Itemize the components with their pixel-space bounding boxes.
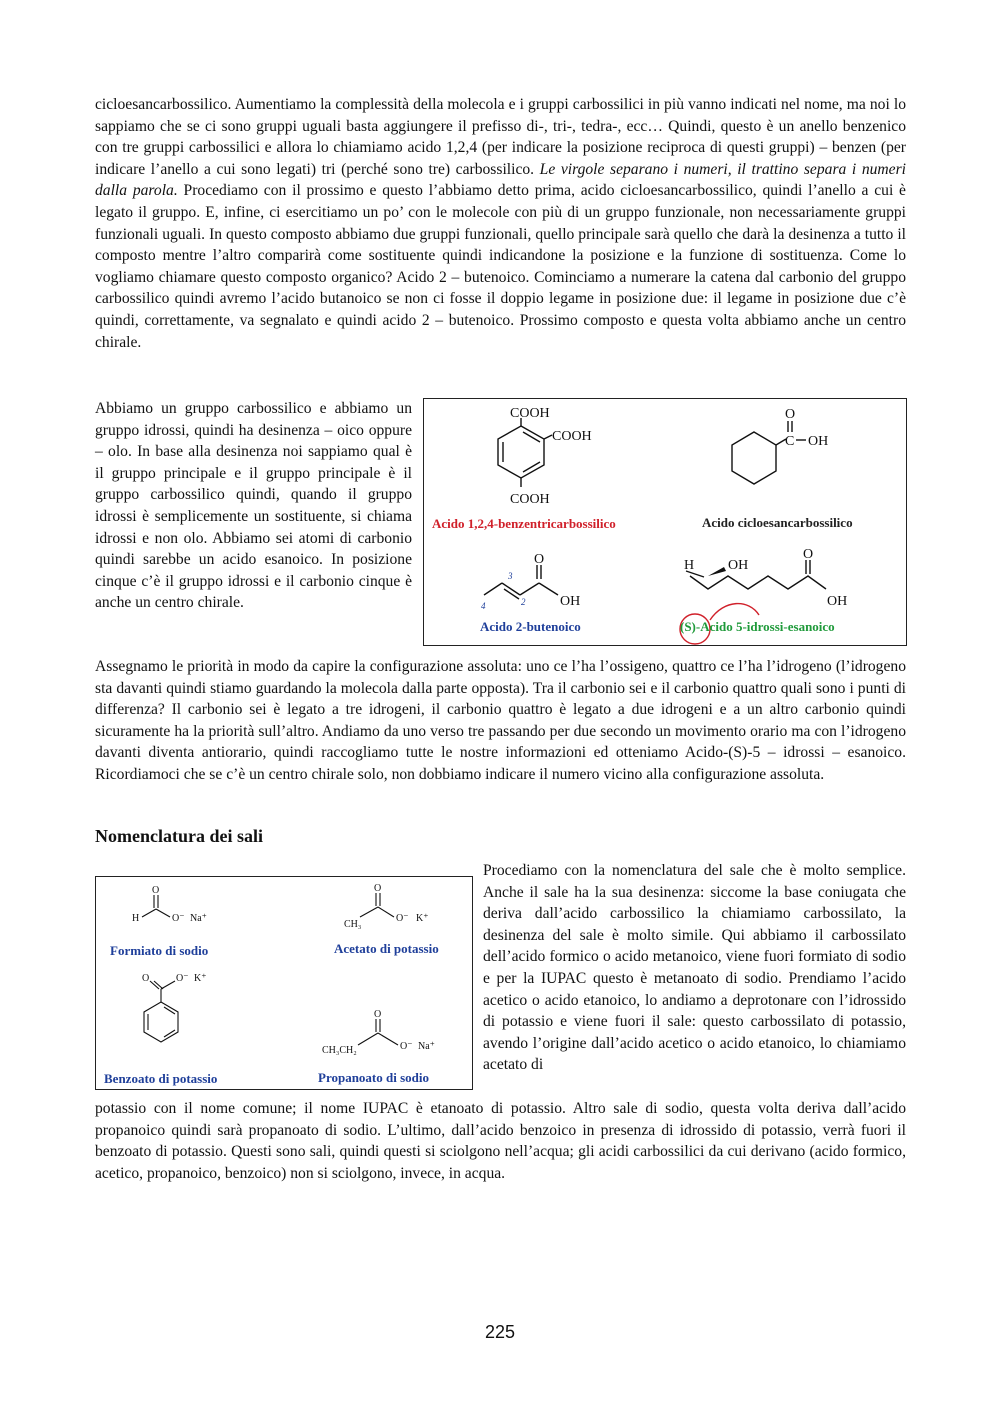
paragraph-salts-side-text: Procediamo con la nomenclatura del sale che è molto semplice. Anche il sale ha la sua desinenza: siccome la base coniugata che deriva dall’acido carbossilico la chiamiamo carbossilato, la desinenza del sale è molto simile. Qui abbiamo il carbossilato dell’acido formico o acido metanoico, viene fuori formiato di sodio e per la IUPAC questo è metanoato di sodio. Prendiamo l’acido acetico o acido etanoico, lo andiamo a deprotonare con l’idrossido di potassio e viene fuori il sale: questo carbossilato di potassio, avendo l’origine dall’acido acetico o acido etanoico, lo chiamiamo acetato di [483, 862, 906, 1074]
atom-cooh-top: COOH [510, 406, 550, 421]
atom-o-hexanoic: O [803, 547, 814, 562]
paragraph-configuration-text: Assegnamo le priorità in modo da capire la configurazione assoluta: uno ce l’ha l’ossigeno, quattro ce l’ha l’idrogeno (l’idrogeno sta davanti quindi stiamo guardando la molecola dalla parte opposta). Tra il carbonio sei e il carbonio quattro quali sono i punti di differenza? Il carbonio sei è legato a tre idrogeni, il carbonio quattro è legato a due idrogeni e a un altro carbonio quindi sicuramente ha la priorità sull’altro. Andiamo da uno verso tre passando per due secondo un movimento orario ma con l’idrogeno davanti diventa antiorario, quindi raccogliamo tutte le nostre informazioni ed otteniamo Acido-(S)-5 – idrossi – esanoico. Ricordiamoci che se c’è un centro chirale solo, non dobbiamo indicare il numero vicino alla configurazione assoluta. [95, 658, 906, 783]
paragraph-intro [95, 94, 906, 353]
benzene-ring-1 [498, 426, 544, 478]
label-benzoato: Benzoato di potassio [104, 1071, 218, 1086]
figure-carboxylic-acids [423, 398, 907, 646]
ion-k-benzoato: K⁺ [194, 973, 207, 984]
salts-structures [96, 877, 472, 1089]
position-number-2: 2 [521, 597, 526, 607]
atom-o-cyclo: O [785, 407, 796, 422]
atom-oh-cyclo: OH [808, 434, 829, 449]
ion-na-propanoato: Na⁺ [418, 1041, 435, 1052]
position-number-4: 4 [481, 601, 486, 611]
cyclohexane-ring [732, 432, 776, 484]
atom-o-benzoato: O [142, 973, 150, 984]
paragraph-intro-italic: Le virgole separano i numeri, il trattino separa i numeri dalla parola. [95, 160, 906, 200]
atom-ominus-formiato: O⁻ [172, 913, 185, 924]
atom-ominus-acetato: O⁻ [396, 913, 409, 924]
label-s-configuration: (S)- [680, 619, 701, 634]
position-number-3: 3 [508, 571, 513, 581]
atom-oh-hexanoic: OH [827, 594, 848, 609]
paragraph-salts-rest-text: potassio con il nome comune; il nome IUPAC è etanoato di potassio. Altro sale di sodio, questa volta deriva dall’acido propanoico quindi sarà propanoato di sodio. L’ultimo, dall’acido benzoico in presenza di idrossido di potassio, verrà fuori il benzoato di potassio. Questi sono sali, quindi questi si sciolgono nell’acqua; gli acidi carbossilici da cui derivano (acido formico, acetico, propanoico, benzoico) non si sciolgono, invece, in acqua. [95, 1100, 906, 1182]
paragraph-chiral-side [95, 398, 412, 614]
atom-o-acetato: O [374, 883, 382, 894]
label-propanoato: Propanoato di sodio [318, 1070, 430, 1085]
hexanoic-chain [690, 576, 826, 589]
section-heading: Nomenclatura dei sali [95, 826, 263, 846]
paragraph-chiral-side-text: Abbiamo un gruppo carbossilico e abbiamo un gruppo idrossi, quindi ha desinenza – oico oppure – olo. In base alla desinenza noi sappiamo qual è il gruppo principale e il gruppo principale è il gruppo carbossilico quindi, quando il gruppo idrossi è semplicemente un sostituente, si chiama idrossi e non olo. Abbiamo sei atomi di carbonio quindi sarebbe un acido esanoico. In posizione cinque c’è il gruppo idrossi e il carbonio cinque è anche un centro chirale. [95, 400, 412, 612]
atom-h-hexanoic: H [684, 558, 695, 573]
atom-ominus-propanoato: O⁻ [400, 1041, 413, 1052]
paragraph-salts-side [483, 860, 906, 1076]
atom-c-cyclo: C [785, 434, 795, 449]
paragraph-intro-rest: Procediamo con il prossimo e questo l’abbiamo detto prima, acido cicloesancarbossilico, quindi l’anello a cui è legato il gruppo. E, infine, ci esercitiamo un po’ con le molecole con più di un gruppo funzionale, non necessariamente gruppi funzionali uguali. In questo composto abbiamo due gruppi funzionali, quello principale sarà quello che darà la desinenza a tutto il composto mentre l’altro comparirà come sostituente quindi indicandone la posizione e la funzione di sostituenza. Come lo vogliamo chiamare questo composto organico? Acido 2 – butenoico. Cominciamo a numerare la catena dal carbonio del gruppo carbossilico quindi avremo l’acido butanoico se non ci fosse il doppio legame in posizione due: il legame in posizione due c’è quindi, correttamente, va segnalato e quindi acido 2 – butenoico. Prossimo composto e questa volta abbiamo anche un centro chirale. [95, 182, 906, 351]
atom-cooh-right: COOH [552, 429, 592, 444]
label-benzentricarbossilico: Acido 1,2,4-benzentricarbossilico [432, 516, 616, 531]
paragraph-salts-rest [95, 1098, 906, 1184]
label-butenoico: Acido 2-butenoico [480, 619, 581, 634]
atom-oh-c5: OH [728, 558, 749, 573]
atom-h-formiato: H [132, 913, 140, 924]
paragraph-intro-text: cicloesancarbossilico. Aumentiamo la complessità della molecola e i gruppi carbossilici in più vanno indicati nel nome, ma noi lo sappiamo che se ci sono gruppi uguali basta aggiungere il prefisso di-, tri-, tedra-, ecc… Quindi, questo è un anello benzenico con tre gruppi carbossilici e allora lo chiamiamo acido 1,2,4 (per indicare la posizione reciproca di questi gruppi) – benzen (per indicare l’anello a cui sono legati) tri (perché sono tre) carbossilico. [95, 96, 906, 178]
atom-ch3ch2-propanoato: CH₃CH₂ [322, 1045, 357, 1056]
butenoic-chain [484, 583, 502, 595]
paragraph-configuration [95, 656, 906, 786]
label-idrossiesanoico [680, 619, 835, 635]
label-cicloesancarbossilico: Acido cicloesancarbossilico [702, 515, 853, 530]
s-marker-arrow [710, 604, 759, 620]
label-idrossiesanoico-text: Acido 5-idrossi-esanoico [700, 619, 835, 634]
atom-ch3-acetato: CH₃ [344, 919, 362, 930]
atom-o-formiato: O [152, 885, 160, 896]
atom-o-propanoato: O [374, 1009, 382, 1020]
atom-o-butenoic: O [534, 552, 545, 567]
benzene-ring-2 [144, 1002, 178, 1042]
ion-na-formiato: Na⁺ [190, 913, 207, 924]
page-number: 225 [484, 1322, 516, 1342]
label-acetato: Acetato di potassio [334, 941, 439, 956]
atom-ominus-benzoato: O⁻ [176, 973, 189, 984]
ion-k-acetato: K⁺ [416, 913, 429, 924]
figure-salts [95, 876, 473, 1090]
atom-cooh-bottom: COOH [510, 492, 550, 507]
label-formiato: Formiato di sodio [110, 943, 209, 958]
atom-oh-butenoic: OH [560, 594, 581, 609]
